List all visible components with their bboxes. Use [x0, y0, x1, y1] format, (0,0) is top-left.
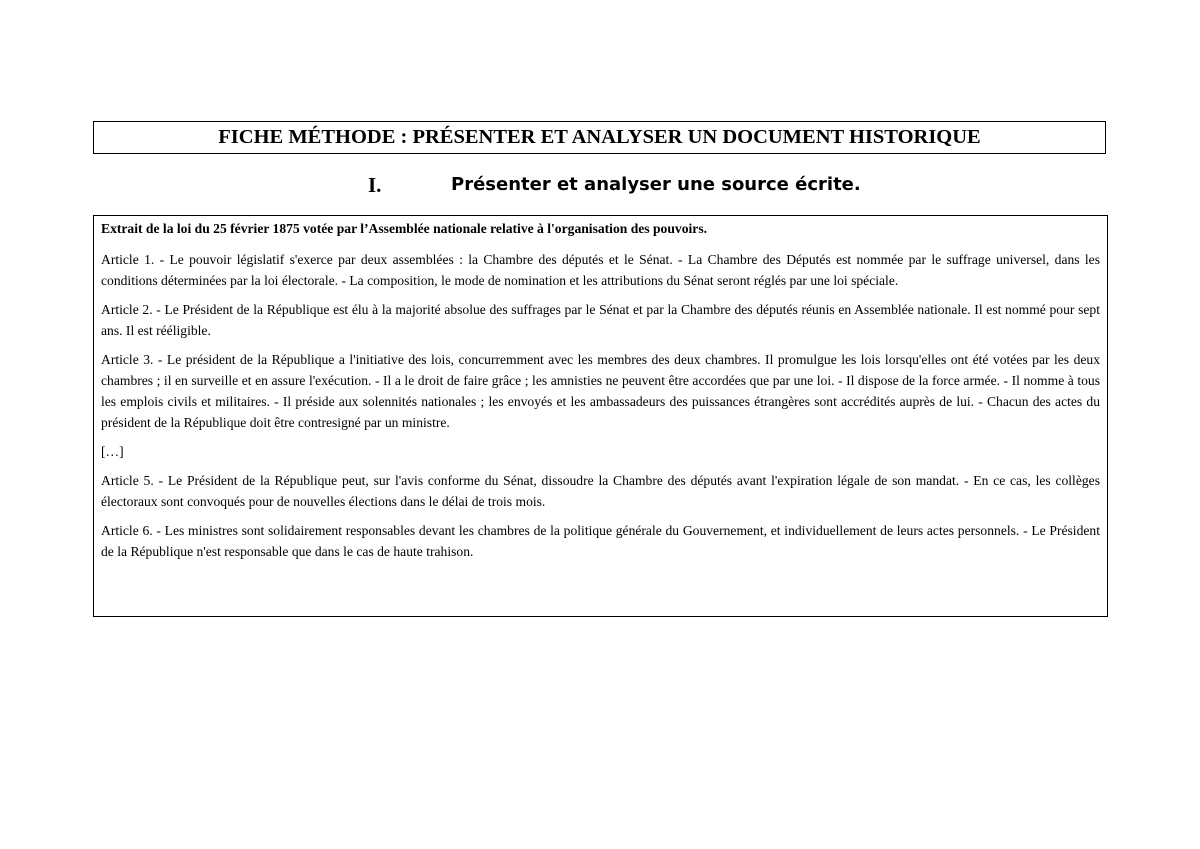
section-heading [0, 170, 1200, 202]
article-6: Article 6. - Les ministres sont solidairement responsables devant les chambres de la politique générale du Gouvernement, et individuellement de leurs actes personnels. - Le Président de la République n'est responsable que dans le cas de haute trahison. [101, 523, 1100, 559]
ellipsis: […] [101, 444, 124, 459]
article-3: Article 3. - Le président de la République a l'initiative des lois, concurremment avec les membres des deux chambres. Il promulgue les lois lorsqu'elles ont été votées par les deux chambres ; il en surveille et en assure l'exécution. - Il a le droit de faire grâce ; les amnisties ne peuvent être accordées que par une loi. - Il dispose de la force armée. - Il nomme à tous les emplois civils et militaires. - Il préside aux solennités nationales ; les envoyés et les ambassadeurs des puissances étrangères sont accrédités auprès de lui. - Chacun des actes du président de la République doit être contresigné par un ministre. [101, 352, 1100, 430]
title-box [93, 121, 1106, 154]
source-text-box [93, 215, 1108, 617]
article-5: Article 5. - Le Président de la République peut, sur l'avis conforme du Sénat, dissoudre la Chambre des députés avant l'expiration légale de son mandat. - En ce cas, les collèges électoraux sont convoqués pour de nouvelles élections dans le délai de trois mois. [101, 473, 1100, 509]
section-title: Présenter et analyser une source écrite. [451, 174, 861, 195]
document-title: FICHE MÉTHODE : PRÉSENTER ET ANALYSER UN DOCUMENT HISTORIQUE [218, 126, 981, 148]
source-heading: Extrait de la loi du 25 février 1875 votée par l’Assemblée nationale relative à l'organisation des pouvoirs. [101, 221, 708, 236]
section-number: I. [368, 173, 382, 197]
article-2: Article 2. - Le Président de la République est élu à la majorité absolue des suffrages par le Sénat et par la Chambre des députés réunis en Assemblée nationale. Il est nommé pour sept ans. Il est rééligible. [101, 302, 1100, 338]
article-1: Article 1. - Le pouvoir législatif s'exerce par deux assemblées : la Chambre des députés et le Sénat. - La Chambre des Députés est nommée par le suffrage universel, dans les conditions déterminées par la loi électorale. - La composition, le mode de nomination et les attributions du Sénat seront réglés par une loi spéciale. [101, 252, 1100, 288]
